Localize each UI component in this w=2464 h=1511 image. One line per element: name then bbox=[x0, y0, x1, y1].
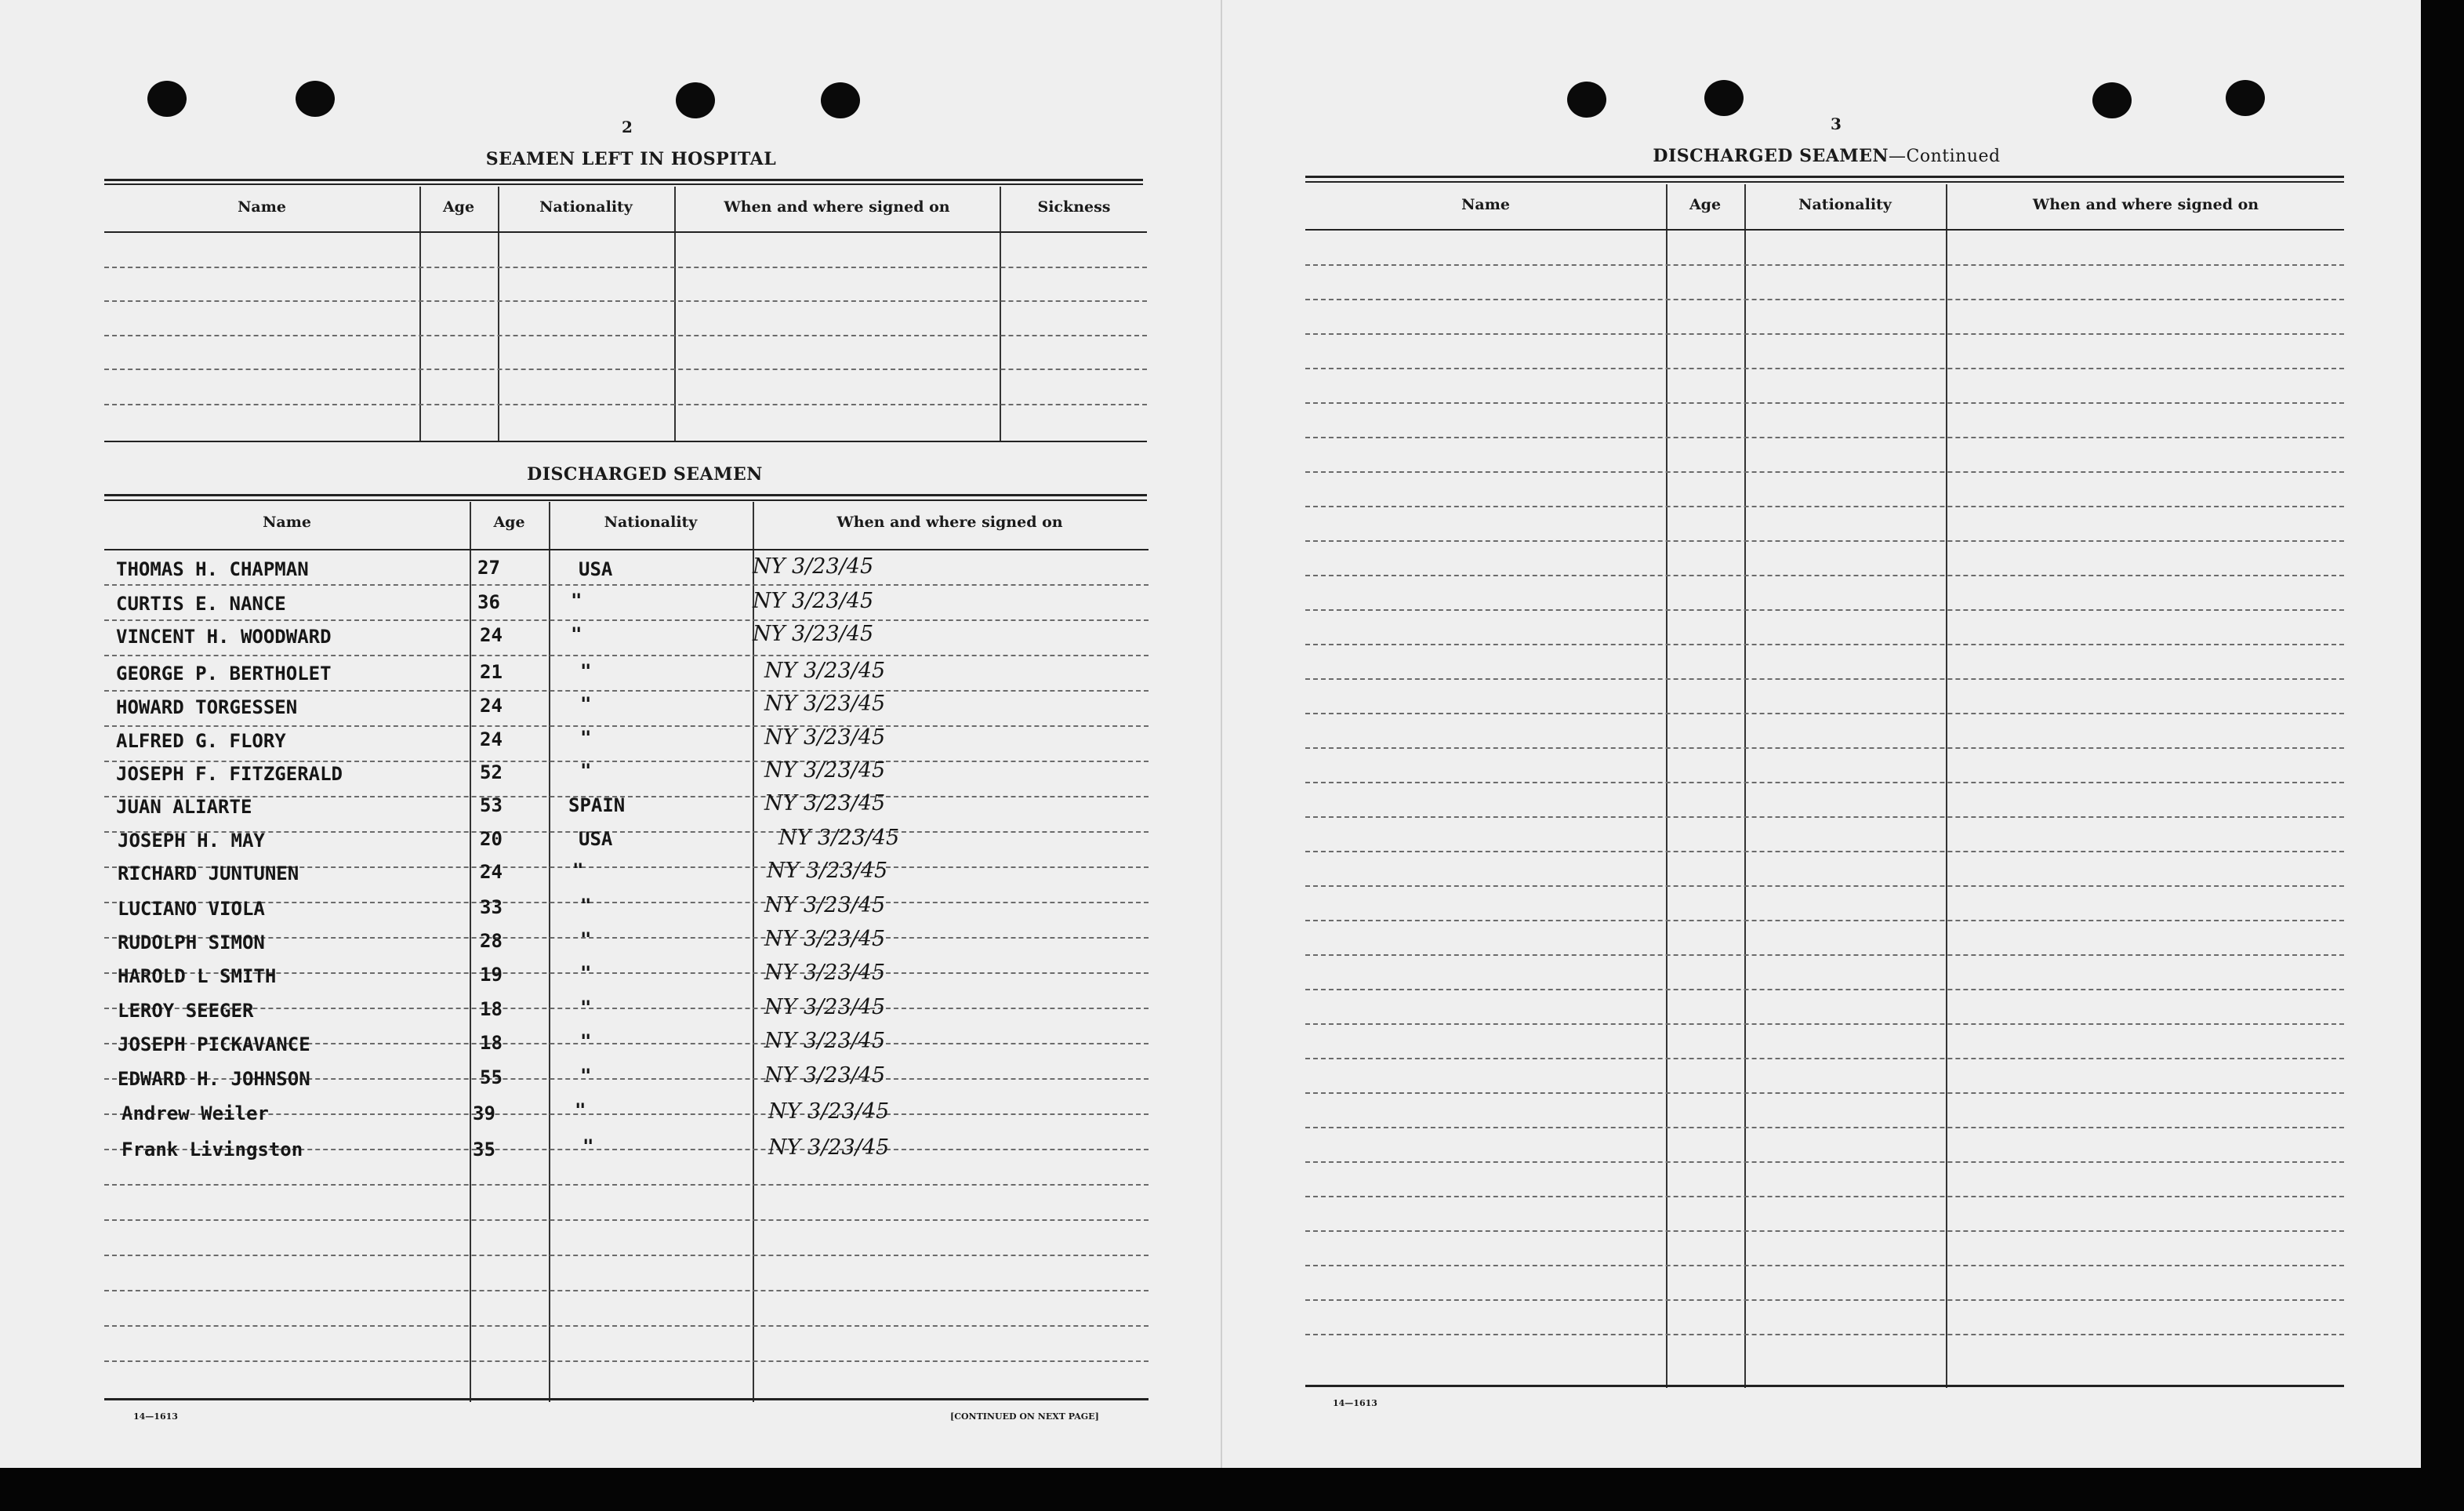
row-line bbox=[104, 1219, 1149, 1221]
seaman-age: 24 bbox=[480, 861, 503, 883]
row-line bbox=[1305, 1299, 2344, 1301]
seaman-name: RUDOLPH SIMON bbox=[118, 932, 265, 953]
punch-hole bbox=[296, 81, 335, 117]
title-main: DISCHARGED SEAMEN bbox=[1653, 146, 1889, 166]
seaman-name: EDWARD H. JOHNSON bbox=[118, 1068, 310, 1090]
column-header-nationality: Nationality bbox=[1798, 196, 1892, 213]
seaman-nationality: " bbox=[580, 1030, 592, 1052]
seaman-name: LUCIANO VIOLA bbox=[118, 898, 265, 920]
row-line bbox=[104, 725, 1149, 727]
column-divider bbox=[549, 502, 550, 1402]
row-line bbox=[1305, 1023, 2344, 1025]
seaman-signed-on: NY 3/23/45 bbox=[764, 1063, 886, 1088]
punch-hole bbox=[1567, 82, 1606, 118]
seaman-nationality: " bbox=[580, 928, 592, 950]
column-divider bbox=[1744, 184, 1746, 1388]
continued-bottom-rule bbox=[1305, 1385, 2344, 1387]
seaman-signed-on: NY 3/23/45 bbox=[764, 725, 886, 750]
seaman-signed-on: NY 3/23/45 bbox=[753, 554, 874, 579]
seaman-age: 36 bbox=[477, 591, 500, 613]
seaman-signed-on: NY 3/23/45 bbox=[753, 589, 874, 613]
punch-hole bbox=[147, 81, 187, 117]
column-header-name: Name bbox=[263, 514, 311, 531]
row-line bbox=[1305, 471, 2344, 473]
column-header-nationality: Nationality bbox=[604, 514, 698, 531]
column-header-age: Age bbox=[442, 198, 475, 216]
seaman-name: GEORGE P. BERTHOLET bbox=[116, 663, 332, 685]
seaman-name: RICHARD JUNTUNEN bbox=[118, 863, 299, 884]
row-line bbox=[1305, 368, 2344, 369]
seaman-nationality: " bbox=[580, 895, 592, 917]
row-line bbox=[1305, 609, 2344, 611]
row-line bbox=[1305, 506, 2344, 507]
seaman-age: 33 bbox=[480, 896, 503, 918]
seaman-signed-on: NY 3/23/45 bbox=[764, 893, 886, 917]
seaman-signed-on: NY 3/23/45 bbox=[778, 826, 900, 850]
row-line bbox=[1305, 264, 2344, 266]
punch-hole bbox=[821, 82, 860, 118]
form-number: 14—1613 bbox=[133, 1411, 178, 1422]
column-header-signed-on: When and where signed on bbox=[724, 198, 950, 216]
seaman-name: ALFRED G. FLORY bbox=[116, 730, 286, 752]
seaman-nationality: USA bbox=[579, 828, 613, 850]
column-header-nationality: Nationality bbox=[539, 198, 633, 216]
column-header-signed-on: When and where signed on bbox=[836, 514, 1063, 531]
seaman-signed-on: NY 3/23/45 bbox=[764, 961, 886, 985]
seaman-age: 18 bbox=[480, 998, 503, 1020]
continued-top-rule bbox=[1305, 176, 2344, 178]
row-line bbox=[104, 1008, 1149, 1009]
column-header-age: Age bbox=[1689, 196, 1722, 213]
seaman-name: JOSEPH H. MAY bbox=[118, 830, 265, 852]
row-line bbox=[1305, 885, 2344, 887]
row-line bbox=[1305, 333, 2344, 335]
seaman-signed-on: NY 3/23/45 bbox=[768, 1099, 890, 1124]
row-line bbox=[1305, 1092, 2344, 1094]
row-line bbox=[104, 655, 1149, 656]
row-line bbox=[1305, 437, 2344, 438]
discharged-top-rule-2 bbox=[104, 499, 1147, 501]
row-line bbox=[1305, 1127, 2344, 1128]
seaman-age: 28 bbox=[480, 930, 503, 952]
seaman-nationality: " bbox=[571, 623, 582, 645]
seaman-age: 55 bbox=[480, 1066, 503, 1088]
seaman-nationality: " bbox=[575, 1099, 586, 1121]
row-line bbox=[104, 796, 1149, 797]
seaman-signed-on: NY 3/23/45 bbox=[764, 995, 886, 1019]
seaman-age: 19 bbox=[480, 964, 503, 986]
row-line bbox=[1305, 1161, 2344, 1163]
discharged-top-rule bbox=[104, 494, 1147, 496]
row-line bbox=[1305, 782, 2344, 783]
seaman-signed-on: NY 3/23/45 bbox=[753, 622, 874, 646]
discharged-bottom-rule bbox=[104, 1398, 1149, 1400]
row-line bbox=[104, 1184, 1149, 1186]
column-divider bbox=[1946, 184, 1947, 1388]
column-divider bbox=[1666, 184, 1667, 1388]
seaman-nationality: USA bbox=[579, 558, 613, 580]
seaman-signed-on: NY 3/23/45 bbox=[764, 659, 886, 683]
discharged-continued-title bbox=[1544, 146, 2109, 166]
seaman-signed-on: NY 3/23/45 bbox=[764, 1029, 886, 1053]
seaman-age: 24 bbox=[480, 695, 503, 717]
column-header-name: Name bbox=[1461, 196, 1510, 213]
seaman-signed-on: NY 3/23/45 bbox=[767, 859, 888, 883]
row-line bbox=[1305, 644, 2344, 645]
row-line bbox=[104, 690, 1149, 692]
seaman-name: JUAN ALIARTE bbox=[116, 796, 252, 818]
row-line bbox=[104, 300, 1147, 302]
row-line bbox=[1305, 540, 2344, 542]
seaman-age: 20 bbox=[480, 828, 503, 850]
seaman-age: 24 bbox=[480, 624, 503, 646]
row-line bbox=[1305, 1058, 2344, 1059]
row-line bbox=[1305, 1265, 2344, 1266]
row-line bbox=[1305, 747, 2344, 749]
seaman-signed-on: NY 3/23/45 bbox=[764, 758, 886, 783]
hospital-top-rule bbox=[104, 179, 1143, 181]
row-line bbox=[1305, 402, 2344, 404]
seaman-nationality: " bbox=[582, 1135, 594, 1157]
row-line bbox=[1305, 816, 2344, 818]
seaman-age: 39 bbox=[473, 1102, 495, 1124]
seaman-name: Frank Livingston bbox=[122, 1139, 303, 1160]
seaman-name: HAROLD L SMITH bbox=[118, 965, 277, 987]
seaman-nationality: " bbox=[580, 1065, 592, 1087]
seaman-nationality: SPAIN bbox=[568, 794, 626, 816]
seaman-name: JOSEPH F. FITZGERALD bbox=[116, 763, 343, 785]
seaman-age: 18 bbox=[480, 1032, 503, 1054]
page-fold bbox=[1221, 0, 1222, 1468]
row-line bbox=[1305, 575, 2344, 576]
seaman-nationality: " bbox=[580, 727, 592, 749]
title-suffix: —Continued bbox=[1889, 147, 2001, 166]
seaman-signed-on: NY 3/23/45 bbox=[764, 791, 886, 815]
row-line bbox=[104, 369, 1147, 370]
seaman-age: 27 bbox=[477, 557, 500, 579]
continued-note: [CONTINUED ON NEXT PAGE] bbox=[950, 1411, 1099, 1422]
column-header-sickness: Sickness bbox=[1037, 198, 1111, 216]
page-number: 3 bbox=[1831, 114, 1842, 133]
row-line bbox=[104, 1290, 1149, 1291]
row-line bbox=[104, 1325, 1149, 1327]
hospital-top-rule-2 bbox=[104, 183, 1143, 185]
hospital-header-rule bbox=[104, 231, 1147, 233]
row-line bbox=[1305, 1196, 2344, 1197]
seaman-nationality: " bbox=[572, 859, 584, 881]
seaman-name: LEROY SEEGER bbox=[118, 1000, 254, 1022]
row-line bbox=[1305, 989, 2344, 990]
page-number: 2 bbox=[622, 118, 633, 136]
row-line bbox=[104, 1360, 1149, 1362]
row-line bbox=[104, 267, 1147, 268]
punch-hole bbox=[2092, 82, 2132, 118]
seaman-age: 53 bbox=[480, 794, 503, 816]
row-line bbox=[1305, 954, 2344, 956]
continued-top-rule-2 bbox=[1305, 181, 2344, 183]
seaman-signed-on: NY 3/23/45 bbox=[764, 927, 886, 951]
row-line bbox=[1305, 1230, 2344, 1232]
column-header-age: Age bbox=[493, 514, 525, 531]
form-number: 14—1613 bbox=[1333, 1398, 1377, 1408]
row-line bbox=[1305, 299, 2344, 300]
hospital-section-title: SEAMEN LEFT IN HOSPITAL bbox=[485, 149, 777, 169]
seaman-name: JOSEPH PICKAVANCE bbox=[118, 1033, 310, 1055]
seaman-name: Andrew Weiler bbox=[122, 1102, 269, 1124]
seaman-age: 21 bbox=[480, 661, 503, 683]
seaman-nationality: " bbox=[580, 962, 592, 984]
discharged-section-title: DISCHARGED SEAMEN bbox=[527, 464, 763, 485]
row-line bbox=[1305, 851, 2344, 852]
seaman-age: 24 bbox=[480, 728, 503, 750]
seaman-name: HOWARD TORGESSEN bbox=[116, 696, 298, 718]
punch-hole bbox=[2226, 80, 2265, 116]
row-line bbox=[104, 335, 1147, 336]
seaman-name: VINCENT H. WOODWARD bbox=[116, 626, 332, 648]
column-header-name: Name bbox=[238, 198, 286, 216]
seaman-name: THOMAS H. CHAPMAN bbox=[116, 558, 309, 580]
row-line bbox=[104, 761, 1149, 762]
seaman-nationality: " bbox=[580, 660, 592, 682]
seaman-signed-on: NY 3/23/45 bbox=[764, 692, 886, 716]
row-line bbox=[104, 619, 1149, 621]
column-divider bbox=[470, 502, 471, 1402]
punch-hole bbox=[676, 82, 715, 118]
seaman-age: 35 bbox=[473, 1139, 495, 1160]
seaman-nationality: " bbox=[571, 590, 582, 612]
row-line bbox=[1305, 713, 2344, 714]
discharged-header-rule bbox=[104, 549, 1149, 550]
row-line bbox=[104, 404, 1147, 405]
seaman-nationality: " bbox=[580, 760, 592, 782]
column-header-signed-on: When and where signed on bbox=[2032, 196, 2259, 213]
punch-hole bbox=[1704, 80, 1744, 116]
row-line bbox=[1305, 1334, 2344, 1335]
seaman-name: CURTIS E. NANCE bbox=[116, 593, 286, 615]
seaman-nationality: " bbox=[580, 693, 592, 715]
continued-header-rule bbox=[1305, 229, 2344, 231]
seaman-age: 52 bbox=[480, 761, 503, 783]
seaman-nationality: " bbox=[580, 997, 592, 1019]
row-line bbox=[1305, 920, 2344, 921]
row-line bbox=[1305, 678, 2344, 680]
hospital-bottom-rule bbox=[104, 441, 1147, 442]
row-line bbox=[104, 1255, 1149, 1256]
row-line bbox=[104, 584, 1149, 586]
seaman-signed-on: NY 3/23/45 bbox=[768, 1135, 890, 1160]
